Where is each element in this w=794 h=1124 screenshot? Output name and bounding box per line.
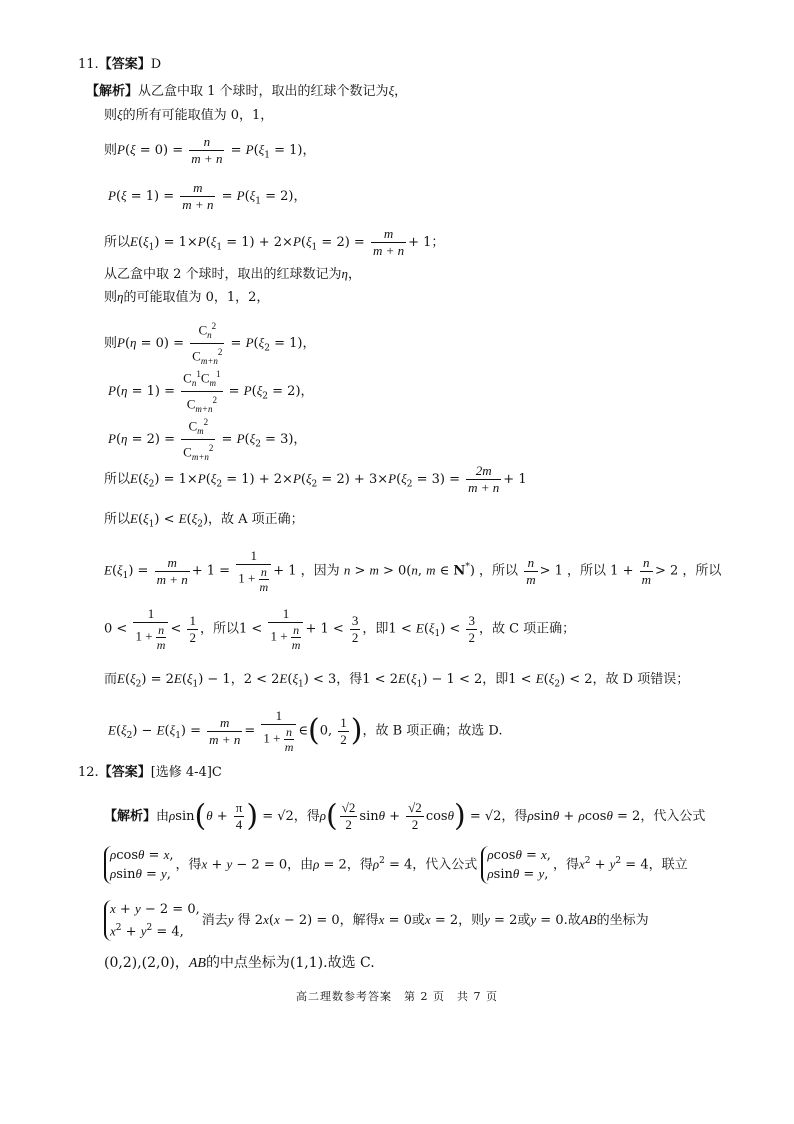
q11-text: ，故 B 项正确；故选 D. [362,723,503,739]
q11-text: 所以 [104,512,131,527]
q11-line-c2: 0 < 1 1 + $\frac{n}{m}$ < $\frac{1}{2}$ ，所以1 < 1 1 + $\frac{n}{m}$ + 1 < $\frac{3}{2}$ ，即$1 < E(\xi_1)$ < $\frac{3}{2}$ ，故 C 项正确； [104,606,576,652]
q11-text: 则 [104,335,118,351]
q11-formula-p-xi1: P(ξ = 1) = $\frac{m}{m + n}$ = $P(\xi_1 = 2)$， [108,180,307,212]
q11-answer-value: D [150,57,162,72]
q12-line-2: ρcosθ = x, ρsinθ = y, ，得x + y − 2 = 0，由ρ = 2，得$\rho^2 = 4$，代入公式 ρcosθ = x, ρsinθ = y, ，得$x^2 + y^2 = 4$，联立 [104,846,688,884]
q11-text: ，故 D 项错误； [592,672,690,687]
q11-text: ，所以 [199,621,239,637]
q11-analysis-label: 【解析】 [86,84,139,99]
q11-text: 则 [104,143,118,158]
q11-line-d: 而$E(\xi_2) = 2E(\xi_1) - 1$，$2 < 2E(\xi_1) < 3$，得$1 < 2E(\xi_1) - 1 < 2$，即$1 < E(\xi_2) < 2$，故 D 项错误； [104,671,690,690]
q11-text: 所以 [104,472,131,487]
q11-line-b: $E(\xi_2) - E(\xi_1)$ = $\frac{m}{m + n}$ = 1 1 + $\frac{n}{m}$ ∈(0, $\frac{1}{2}$ )，故 B 项正确；故选 D. [108,708,503,754]
q12-text: ，代入公式 [412,857,478,873]
q11-answer-label: 【答案】 [98,57,151,72]
q12-text: 或 [517,913,531,929]
q11-text: 的可能取值为 0，1，2， [123,290,270,305]
q12-text: ，代入公式 [640,809,706,824]
q11-number: 11. [78,57,99,72]
q12-text: ，解得 [339,913,379,929]
q11-text: ，故 C 项正确； [478,621,576,637]
q12-text: ，则 [458,913,485,929]
q11-formula-e-xi2: 所以$E(\xi_2) = 1\times P(\xi_2 = 1) + 2\times P(\xi_2 = 2) + 3\times P(\xi_2 = 3)$ = $\frac{2m}{m + n}$ + 1 [104,463,527,495]
q11-line-5: 从乙盒中取 2 个球时，取出的红球数记为η， [104,266,362,282]
q12-text: 消去 [201,913,228,929]
q11-text: 从乙盒中取 1 个球时，取出的红球个数记为 [138,84,389,99]
q11-line-6: 则η的可能取值为 0，1，2， [104,289,270,305]
q11-text: ，所以 [479,563,519,579]
q12-text: ，联立 [648,857,688,873]
q12-text: ，得 [346,857,373,873]
q11-formula-p-eta0: 则P(η = 0) = $\frac{C_n^2}{C_{m+n}^2}$ = $P(\xi_2 = 1)$， [104,318,315,369]
q12-analysis-line-1: 【解析】由ρsin(θ + $\frac{\pi}{4}$ ) = √2，得ρ( $\frac{√2}{2}$ sinθ + $\frac{√2}{2}$ cosθ) = √2，得ρsinθ + ρcosθ = 2，代入公式 [104,798,706,834]
q11-text: 则 [104,108,118,123]
q12-text: 或 [411,913,425,929]
q11-text: ，即 [482,672,509,687]
q11-text: 所以 [104,235,131,250]
page-footer: 高二理数参考答案 第 2 页 共 7 页 [296,990,498,1003]
q11-text: ，得 [336,672,363,687]
q12-answer-label: 【答案】 [98,765,151,780]
q11-text: ，故 A 项正确； [208,512,304,527]
q11-line-2: 则ξ的所有可能取值为 0，1， [104,107,274,123]
q11-text: ，因为 [300,563,340,579]
q12-analysis-label: 【解析】 [104,809,157,824]
q11-formula-p-xi0: 则P(ξ = 0) = $\frac{n}{m + n}$ = $P(\xi_1 = 1)$， [104,134,316,166]
q12-text: ，由 [287,857,314,873]
q11-answer-line [78,56,161,74]
q11-text: 的所有可能取值为 0，1， [122,108,274,123]
q12-line-4: (0,2),(2,0)，AB的中点坐标为(1,1).故选 C. [104,955,375,971]
q12-text: 的坐标为 [596,913,649,929]
q11-formula-e-xi1: 所以$E(\xi_1) = 1\times P(\xi_1 = 1) + 2\times P(\xi_1 = 2)$ = $\frac{m}{m + n}$ + 1； [104,226,445,258]
q12-text: .故 [563,913,581,929]
q11-formula-p-eta1: P(η = 1) = $\frac{C_n^1C_m^1}{C_{m+n}^2}$ = $P(\xi_2 = 2)$， [108,366,314,417]
q12-text: ，得 [552,857,579,873]
q11-text: 则 [104,290,118,305]
q12-text: 由 [156,809,170,824]
q12-number: 12. [78,765,99,780]
q12-line-3: x + y − 2 = 0, $x^2 + y^2 = 4$, 消去y 得 2x(x − 2) = 0，解得x = 0或x = 2，则y = 2或y = 0.故AB的坐标为 [104,900,649,941]
q12-answer-value: [选修 4-4]C [150,765,222,780]
q12-text: ，得 [501,809,528,824]
q12-answer-line [78,764,222,782]
q12-text: ，得 [175,857,202,873]
q11-text: ，所以 [682,563,722,579]
q12-text: 的中点坐标为 [205,955,290,971]
q12-text: ，得 [293,809,320,824]
q11-formula-p-eta2: P(η = 2) = $\frac{C_m^2}{C_{m+n}^2}$ = $P(\xi_2 = 3)$， [108,414,306,465]
q11-conclusion-a: 所以$E(\xi_1) < E(\xi_2)$，故 A 项正确； [104,511,304,530]
q11-text: 从乙盒中取 2 个球时，取出的红球数记为 [104,267,342,282]
q11-text: 而 [104,672,118,687]
q12-text: .故选 C. [323,955,375,971]
q11-text: ，即 [362,621,389,637]
q11-line-c1: $E(\xi_1)$ = $\frac{m}{m + n}$ + 1 = 1 1 + $\frac{n}{m}$ + 1 ，因为 n > m > 0(n, m ∈ N*) ，所以 $\frac{n}{m}$ > 1 ，所以 1 + $\frac{n}{m}$ > 2 ，所以 [104,548,722,594]
q11-analysis-line-1: 【解析】从乙盒中取 1 个球时，取出的红球个数记为ξ， [86,83,408,99]
q11-text: ，所以 [567,563,607,579]
